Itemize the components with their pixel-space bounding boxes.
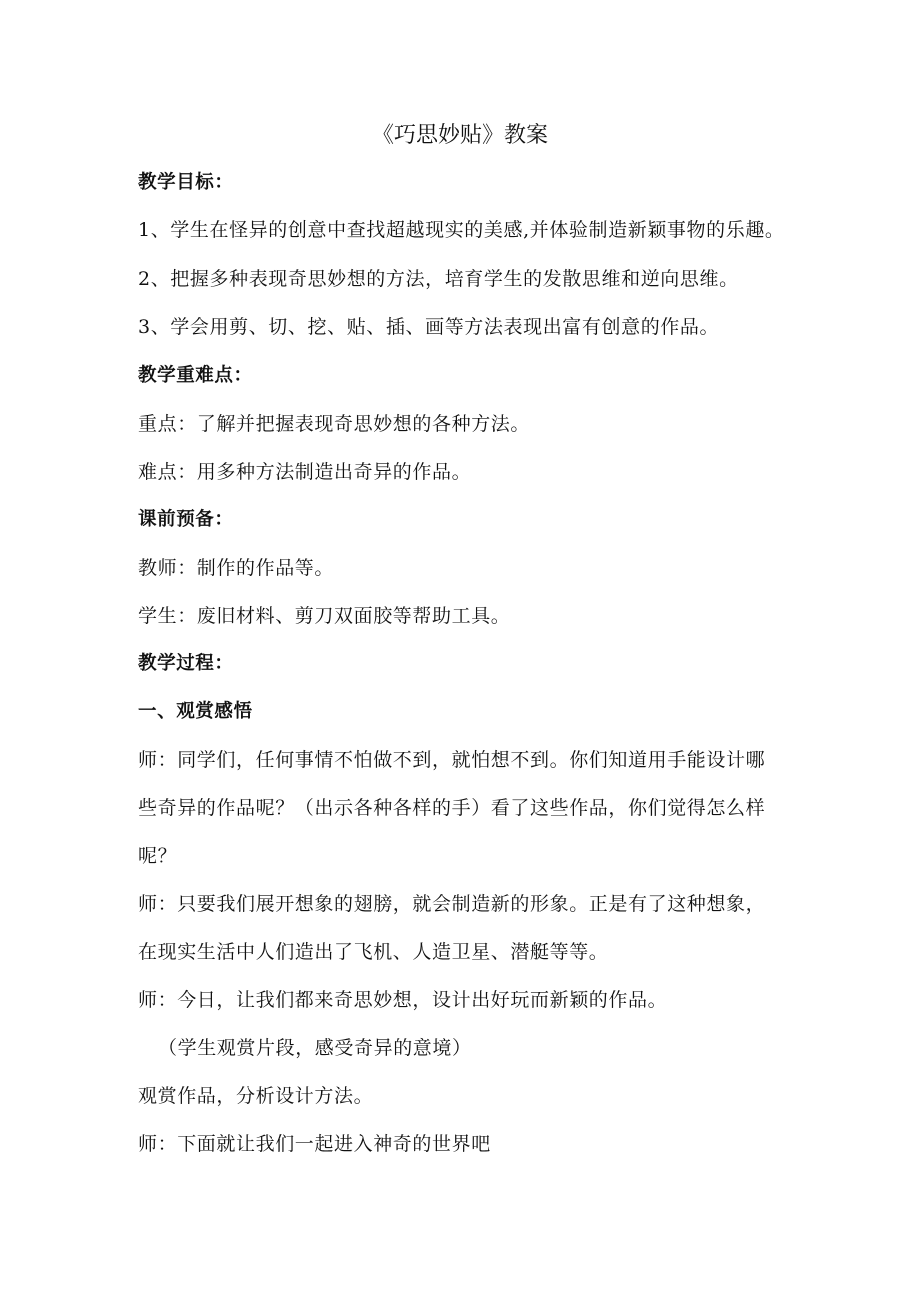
student-preparation: 学生：废旧材料、剪刀双面胶等帮助工具。 (138, 605, 511, 627)
heading-section-1: 一、观赏感悟 (138, 701, 253, 722)
goal-3: 3、学会用剪、切、挖、贴、插、画等方法表现出富有创意的作品。 (138, 316, 720, 338)
paragraph-line-indented: （学生观赏片段，感受奇异的意境） (158, 1037, 472, 1059)
paragraph-line: 些奇异的作品呢？（出示各种各样的手）看了这些作品，你们觉得怎么样 (138, 797, 766, 819)
paragraph-line: 在现实生活中人们造出了飞机、人造卫星、潜艇等等。 (138, 941, 609, 963)
goal-1: 1、学生在怪异的创意中查找超越现实的美感,并体验制造新颖事物的乐趣。 (138, 219, 785, 241)
heading-teaching-process: 教学过程： (138, 653, 234, 674)
paragraph-line: 观赏作品，分析设计方法。 (138, 1085, 374, 1107)
document-title: 《巧思妙贴》教案 (371, 123, 548, 148)
goal-2: 2、把握多种表现奇思妙想的方法，培育学生的发散思维和逆向思维。 (138, 268, 739, 290)
paragraph-line: 师：只要我们展开想象的翅膀，就会制造新的形象。正是有了这种想象， (138, 893, 766, 915)
heading-teaching-goals: 教学目标： (138, 172, 234, 193)
heading-key-points: 教学重难点： (138, 365, 253, 386)
difficult-point: 难点：用多种方法制造出奇异的作品。 (138, 461, 472, 483)
paragraph-line: 师：同学们，任何事情不怕做不到，就怕想不到。你们知道用手能设计哪 (138, 749, 766, 771)
paragraph-line: 师：下面就让我们一起进入神奇的世界吧 (138, 1133, 491, 1155)
heading-preparation: 课前预备： (138, 509, 234, 530)
key-point: 重点：了解并把握表现奇思妙想的各种方法。 (138, 413, 531, 435)
teacher-preparation: 教师：制作的作品等。 (138, 557, 335, 579)
paragraph-line: 呢？ (138, 845, 178, 867)
paragraph-line: 师：今日，让我们都来奇思妙想，设计出好玩而新颖的作品。 (138, 989, 668, 1011)
